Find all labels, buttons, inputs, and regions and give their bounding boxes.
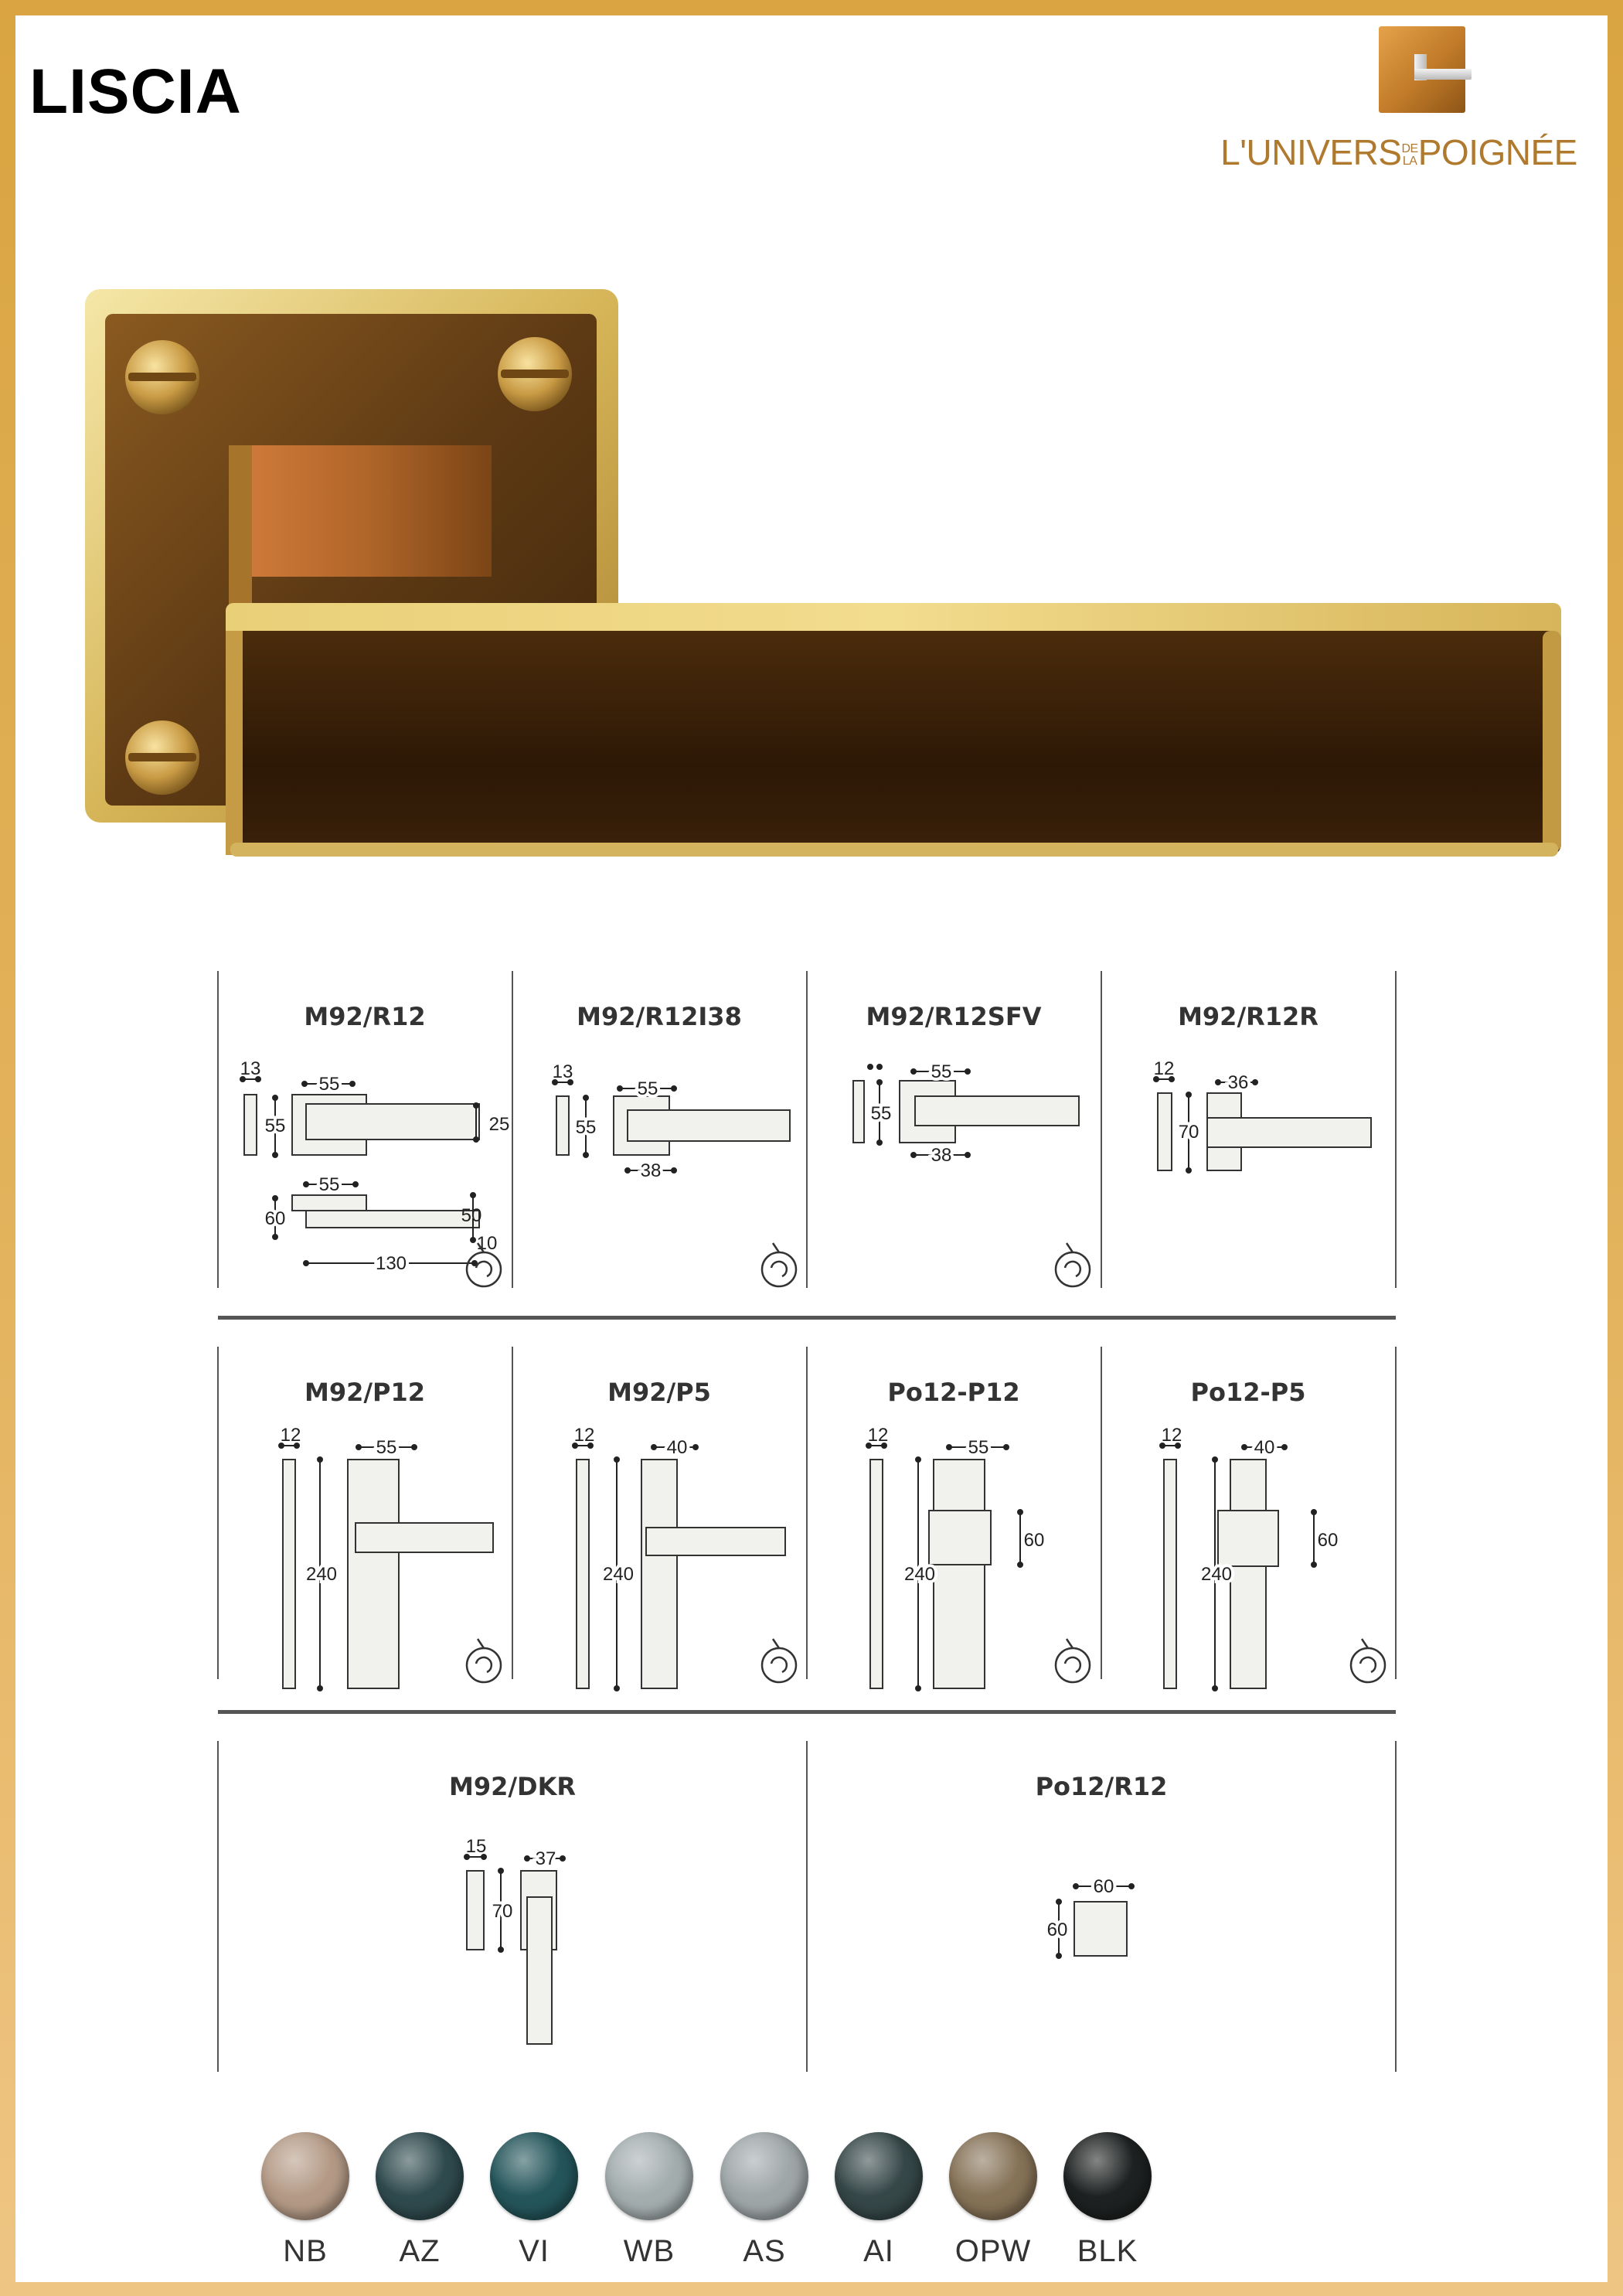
- row-separator: [218, 1316, 1396, 1320]
- finish-color-disc: [376, 2132, 464, 2220]
- model-code: M92/R12SFV: [866, 1002, 1042, 1031]
- rotation-icon: [1056, 1639, 1090, 1682]
- finish-code: NB: [283, 2234, 328, 2268]
- finish-code: WB: [623, 2234, 675, 2268]
- lever-drawing: [306, 1211, 479, 1228]
- finish-swatch[interactable]: [591, 2132, 707, 2279]
- model-code: M92/P12: [304, 1378, 426, 1407]
- dimension-label: 240: [602, 1564, 635, 1585]
- lever-drawing: [527, 1897, 552, 2044]
- dimension-label: 38: [640, 1160, 662, 1181]
- model-code: Po12-P5: [1190, 1378, 1306, 1407]
- brand-name-part: L'UNIVERS: [1220, 132, 1402, 172]
- finish-swatch[interactable]: [476, 2132, 592, 2279]
- plate-drawing: [348, 1460, 399, 1688]
- dimension-label: 55: [264, 1116, 286, 1136]
- dimension-label: 15: [465, 1836, 487, 1857]
- model-code: M92/P5: [607, 1378, 711, 1407]
- dimension-label: 12: [1161, 1425, 1182, 1446]
- plate-drawing: [641, 1460, 677, 1688]
- dimension-label: 70: [1178, 1122, 1199, 1143]
- model-code: M92/R12I38: [577, 1002, 742, 1031]
- finish-color-disc: [835, 2132, 923, 2220]
- brand-name-small: DE LA: [1401, 141, 1418, 168]
- dimension-label: 12: [867, 1425, 889, 1446]
- rotation-icon: [1056, 1243, 1090, 1286]
- rotation-icon: [762, 1639, 796, 1682]
- rose-drawing: [1218, 1511, 1278, 1566]
- dimension-label: 12: [1153, 1058, 1175, 1079]
- finish-code: AI: [863, 2234, 894, 2268]
- finish-swatch[interactable]: [247, 2132, 363, 2279]
- dimension-label: 12: [573, 1425, 595, 1446]
- side-profile: [556, 1096, 569, 1155]
- finish-code: AS: [743, 2234, 786, 2268]
- dimension-label: 55: [376, 1437, 397, 1458]
- side-profile: [853, 1081, 864, 1143]
- finish-swatch[interactable]: [821, 2132, 937, 2279]
- lever-drawing: [628, 1110, 790, 1141]
- dimension-label: 60: [1317, 1530, 1339, 1551]
- model-code: Po12-P12: [887, 1378, 1020, 1407]
- dimension-label: 60: [1023, 1530, 1045, 1551]
- finish-color-disc: [949, 2132, 1037, 2220]
- side-profile: [467, 1871, 484, 1950]
- finish-code: AZ: [399, 2234, 441, 2268]
- side-profile: [1164, 1460, 1176, 1688]
- finish-color-disc: [605, 2132, 693, 2220]
- dimension-label: 12: [280, 1425, 301, 1446]
- dimension-label: 13: [240, 1058, 261, 1079]
- dimension-label: 55: [870, 1103, 892, 1124]
- dimension-label: 36: [1227, 1072, 1249, 1093]
- finish-swatch[interactable]: [362, 2132, 478, 2279]
- model-code: M92/DKR: [448, 1772, 577, 1801]
- lever-drawing: [1207, 1118, 1371, 1147]
- lever-drawing: [356, 1523, 493, 1552]
- model-code: M92/R12R: [1178, 1002, 1318, 1031]
- rose-drawing: [1074, 1902, 1127, 1956]
- rose-drawing: [292, 1195, 366, 1211]
- model-code: M92/R12: [304, 1002, 426, 1031]
- finish-color-disc: [490, 2132, 578, 2220]
- technical-drawings: [15, 15, 1608, 2282]
- dimension-label: 40: [1254, 1437, 1275, 1458]
- dimension-label: 25: [488, 1114, 510, 1135]
- side-profile: [1158, 1093, 1172, 1170]
- page-title: LISCIA: [29, 56, 242, 127]
- dimension-label: 55: [318, 1074, 340, 1095]
- dimension-label: 55: [318, 1174, 340, 1195]
- finish-color-disc: [261, 2132, 349, 2220]
- dimension-label: 55: [931, 1061, 952, 1082]
- lever-drawing: [306, 1104, 479, 1139]
- side-profile: [577, 1460, 589, 1688]
- dimension-label: 55: [637, 1078, 658, 1099]
- dimension-label: 10: [476, 1233, 498, 1254]
- catalog-sheet: [15, 15, 1608, 2282]
- dimension-label: 130: [375, 1253, 407, 1274]
- finish-color-disc: [1063, 2132, 1152, 2220]
- model-code: Po12/R12: [1035, 1772, 1168, 1801]
- brand-name-part: POIGNÉE: [1417, 132, 1577, 172]
- side-profile: [870, 1460, 883, 1688]
- lever-drawing: [646, 1528, 785, 1555]
- dimension-label: 55: [968, 1437, 989, 1458]
- rotation-icon: [467, 1639, 501, 1682]
- lever-drawing: [915, 1096, 1079, 1126]
- plate-drawing: [934, 1460, 985, 1688]
- rotation-icon: [1351, 1639, 1385, 1682]
- dimension-label: 37: [535, 1848, 556, 1869]
- finish-code: VI: [519, 2234, 550, 2268]
- dimension-label: 70: [492, 1901, 513, 1922]
- dimension-label: 240: [305, 1564, 338, 1585]
- rotation-icon: [762, 1243, 796, 1286]
- finish-color-disc: [720, 2132, 808, 2220]
- dimension-label: 60: [1093, 1876, 1114, 1897]
- dimension-label: 60: [1046, 1920, 1068, 1940]
- side-profile: [244, 1095, 257, 1155]
- dimension-label: 240: [1200, 1564, 1233, 1585]
- dimension-label: 50: [461, 1205, 482, 1226]
- finish-swatches: [247, 2132, 1221, 2279]
- row-separator: [218, 1710, 1396, 1714]
- finish-code: OPW: [954, 2234, 1032, 2268]
- finish-swatch[interactable]: [935, 2132, 1051, 2279]
- rose-drawing: [929, 1511, 991, 1565]
- dimension-label: 60: [264, 1208, 286, 1229]
- dimension-label: 13: [552, 1061, 573, 1082]
- finish-swatch[interactable]: [1050, 2132, 1165, 2279]
- dimension-label: 55: [575, 1117, 597, 1138]
- dimension-label: 240: [903, 1564, 936, 1585]
- dimension-label: 40: [666, 1437, 688, 1458]
- finish-code: BLK: [1077, 2234, 1138, 2268]
- finish-swatch[interactable]: [706, 2132, 822, 2279]
- dimension-label: 38: [931, 1145, 952, 1166]
- plate-drawing: [1230, 1460, 1266, 1688]
- side-profile: [283, 1460, 295, 1688]
